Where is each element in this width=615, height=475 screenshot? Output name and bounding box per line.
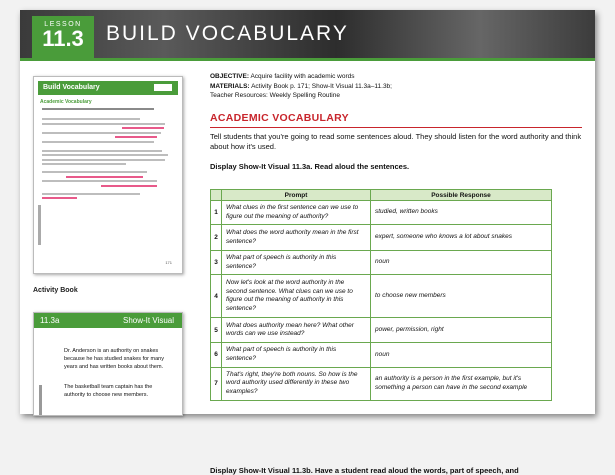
row-number: 6 (211, 343, 222, 367)
answer-line (101, 185, 157, 187)
text-line (42, 180, 157, 182)
row-number: 2 (211, 225, 222, 251)
header-prompt: Prompt (222, 190, 371, 201)
activity-book-page-number: 171 (165, 260, 172, 265)
row-prompt: What clues in the first sentence can we use to figure out the meaning of authority? (222, 201, 371, 225)
text-line (42, 163, 126, 165)
activity-book-subtitle: Academic Vocabulary (40, 99, 92, 105)
section-title: ACADEMIC VOCABULARY (210, 111, 349, 124)
objectives-block (210, 72, 582, 101)
lesson-number: 11.3 (42, 26, 84, 51)
row-response: noun (371, 251, 552, 275)
answer-line (66, 176, 143, 178)
row-response: expert, someone who knows a lot about snakes (371, 225, 552, 251)
row-number: 4 (211, 275, 222, 318)
display-instruction-2: Display Show-It Visual 11.3b. Have a student read aloud the words, part of speech, and (210, 466, 519, 475)
text-line (42, 171, 147, 173)
table-row (211, 225, 552, 251)
table-row (211, 318, 552, 343)
row-number: 3 (211, 251, 222, 275)
objective-label: OBJECTIVE: (210, 73, 250, 80)
text-line (42, 193, 140, 195)
header-divider (20, 58, 595, 61)
text-line (42, 108, 154, 110)
row-prompt: What part of speech is authority in this sentence? (222, 251, 371, 275)
row-prompt: What part of speech is authority in this sentence? (222, 343, 371, 367)
answer-line (42, 197, 77, 199)
visual-label: Show-It Visual (123, 316, 174, 325)
activity-book-thumbnail (33, 76, 183, 274)
activity-book-caption: Activity Book (33, 287, 78, 294)
materials-text: Activity Book p. 171; Show-It Visual 11.3a–11.3b; (251, 82, 392, 90)
row-prompt: What does authority mean here? What other words can we use instead? (222, 318, 371, 343)
section-rule (210, 127, 582, 128)
show-it-visual-thumbnail (33, 312, 183, 416)
text-line (42, 123, 165, 125)
intro-paragraph: Tell students that you're going to read some sentences aloud. They should listen for the word authority and think about how it's used. (210, 131, 582, 151)
prompt-table (210, 189, 552, 401)
materials-label: MATERIALS: (210, 82, 250, 90)
row-number: 1 (211, 201, 222, 225)
activity-book-bar-title: Build Vocabulary (43, 84, 100, 91)
materials-line (210, 82, 582, 92)
materials-line-2: Teacher Resources: Weekly Spelling Routine (210, 92, 340, 99)
table-row (211, 343, 552, 367)
visual-number: 11.3a (40, 316, 60, 325)
answer-line (115, 136, 157, 138)
lesson-page (20, 10, 595, 475)
table-row (211, 367, 552, 400)
header-response: Possible Response (371, 190, 552, 201)
text-line (42, 150, 162, 152)
row-response: an authority is a person in the first example, but it's something a person can have in the second example (371, 367, 552, 400)
activity-book-bar (38, 81, 178, 95)
text-line (42, 132, 161, 134)
page-title: BUILD VOCABULARY (106, 22, 349, 45)
lesson-label: LESSON (44, 21, 82, 28)
row-response: to choose new members (371, 275, 552, 318)
objective-text: Acquire facility with academic words (250, 73, 355, 80)
row-prompt: Now let's look at the word authority in the second sentence. What clues can we use to figure out the meaning of authority in this sentence? (222, 275, 371, 318)
table-row (211, 251, 552, 275)
side-label (39, 385, 42, 415)
table-header-row (211, 190, 552, 201)
text-line (42, 154, 168, 156)
header-num (211, 190, 222, 201)
show-it-visual-bar (34, 313, 182, 328)
header-band (20, 10, 595, 58)
objective-line (210, 72, 582, 82)
row-number: 7 (211, 367, 222, 400)
visual-sentence-2: The basketball team captain has the authority to choose new members. (64, 384, 153, 398)
visual-sentence-1: Dr. Anderson is an authority on snakes because he has studied snakes for many years and has written books about them. (64, 348, 164, 370)
row-number: 5 (211, 318, 222, 343)
row-response: studied, written books (371, 201, 552, 225)
table-row (211, 275, 552, 318)
row-prompt: What does the word authority mean in the first sentence? (222, 225, 371, 251)
answer-line (122, 127, 164, 129)
row-prompt: That's right, they're both nouns. So how is the word authority used differently in these two examples? (222, 367, 371, 400)
page-tag (154, 84, 172, 91)
row-response: noun (371, 343, 552, 367)
text-line (42, 159, 165, 161)
table-row (211, 201, 552, 225)
lesson-badge (32, 16, 94, 58)
display-instruction: Display Show-It Visual 11.3a. Read aloud the sentences. (210, 161, 410, 171)
lesson-content (210, 72, 582, 475)
side-label (38, 205, 41, 245)
text-line (42, 118, 140, 120)
row-response: power, permission, right (371, 318, 552, 343)
text-line (42, 141, 154, 143)
